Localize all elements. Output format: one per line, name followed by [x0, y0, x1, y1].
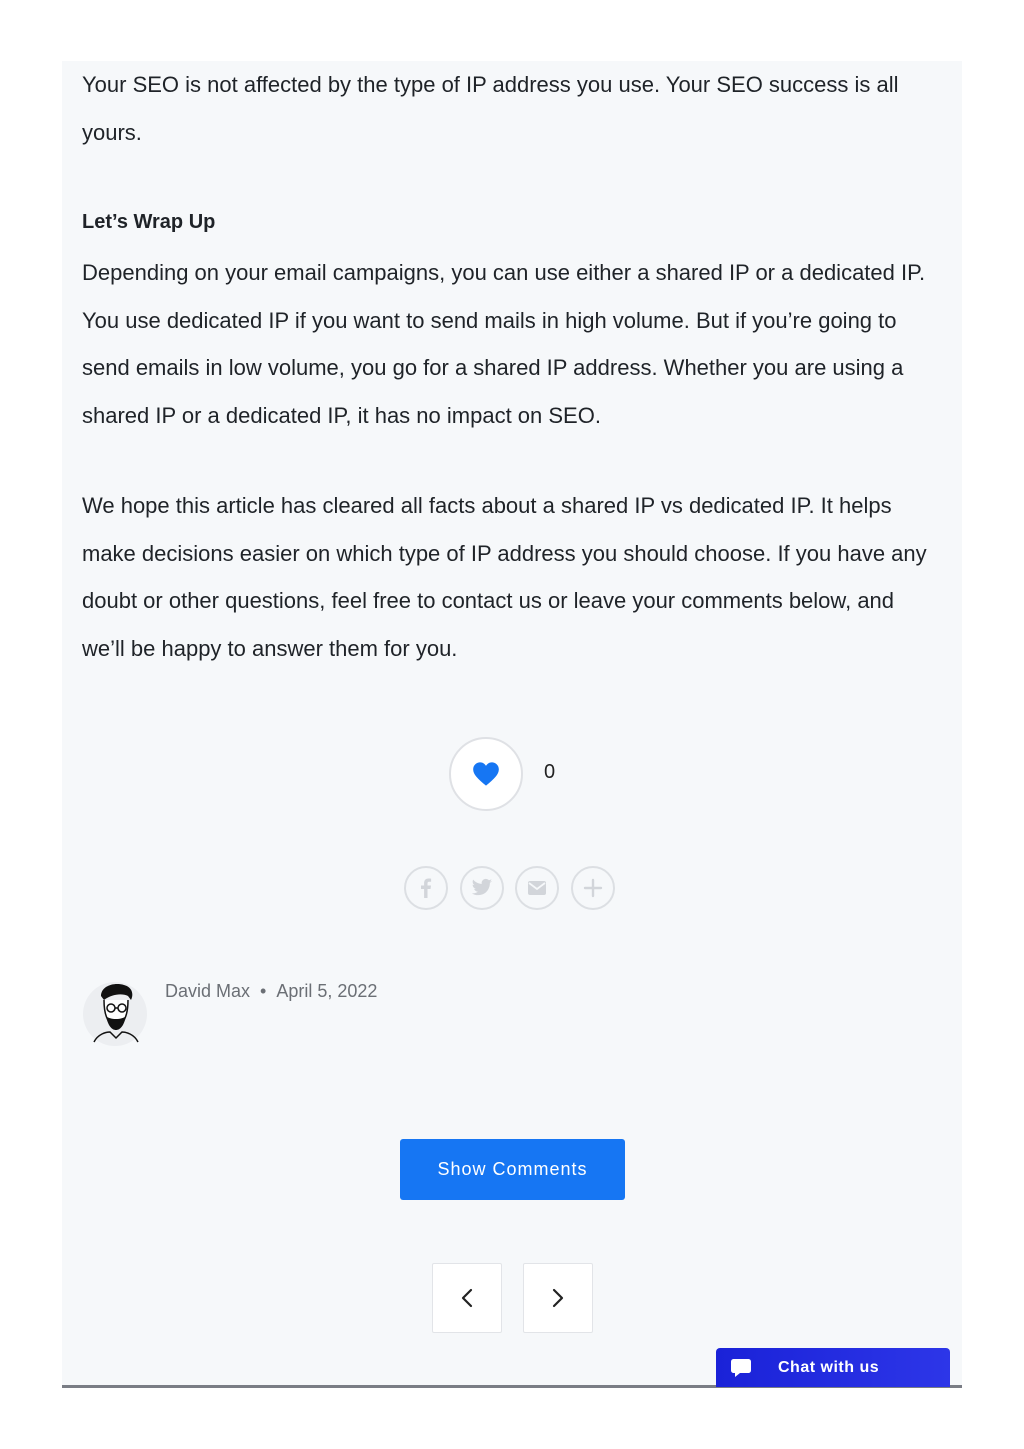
- share-email-button[interactable]: [515, 866, 559, 910]
- share-more-button[interactable]: [571, 866, 615, 910]
- like-count: 0: [544, 761, 556, 783]
- share-facebook-button[interactable]: [404, 866, 448, 910]
- twitter-icon: [471, 878, 493, 898]
- post-date[interactable]: April 5, 2022: [276, 981, 378, 1001]
- heart-icon: [472, 761, 500, 787]
- previous-post-button[interactable]: [432, 1263, 502, 1333]
- share-twitter-button[interactable]: [460, 866, 504, 910]
- chat-label: Chat with us: [778, 1358, 880, 1376]
- article-card: [62, 61, 962, 1388]
- paragraph-wrap-up: Depending on your email campaigns, you can use either a shared IP or a dedicated IP. You use dedicated IP if you want to send mails in high volume. But if you’re going to send emails in low volume, you go for a shared IP address. Whether you are using a shared IP or a dedicated IP, it has no impact on SEO.: [82, 260, 926, 429]
- facebook-icon: [416, 877, 436, 899]
- post-meta: [165, 981, 377, 1002]
- paragraph-closing: We hope this article has cleared all facts about a shared IP vs dedicated IP. It helps make decisions easier on which type of IP address you should choose. If you have any doubt or other questions, feel free to contact us or leave your comments below, and we’ll be happy to answer them for you.: [82, 493, 927, 662]
- author-avatar[interactable]: [82, 978, 148, 1048]
- chevron-left-icon: [460, 1287, 474, 1309]
- chevron-right-icon: [551, 1287, 565, 1309]
- paragraph-seo: Your SEO is not affected by the type of IP address you use. Your SEO success is all yours.: [82, 72, 899, 145]
- chat-bubble-icon: [730, 1357, 752, 1379]
- author-name[interactable]: David Max: [165, 981, 251, 1001]
- email-icon: [527, 880, 547, 896]
- plus-icon: [583, 878, 603, 898]
- next-post-button[interactable]: [523, 1263, 593, 1333]
- like-button[interactable]: [449, 737, 523, 811]
- show-comments-button[interactable]: Show Comments: [400, 1139, 625, 1200]
- section-heading: Let’s Wrap Up: [82, 211, 216, 233]
- chat-widget-button[interactable]: [716, 1348, 950, 1387]
- meta-separator: •: [260, 981, 267, 1001]
